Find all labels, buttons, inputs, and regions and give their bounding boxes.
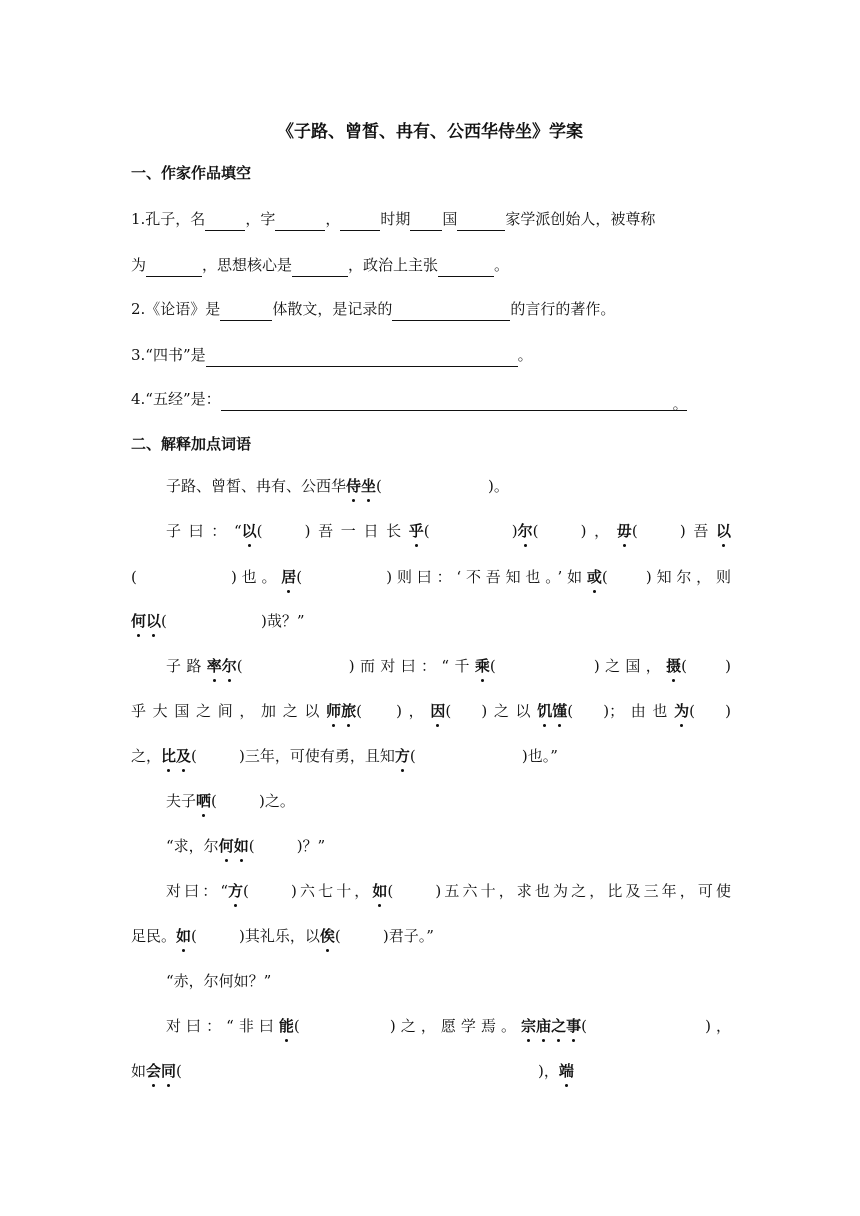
passage-line-12: “赤，尔何如？” (166, 972, 272, 990)
passage-line-14: 如会同( )，端 (131, 1059, 731, 1083)
passage-line-9: “求，尔何如( )？” (166, 834, 766, 858)
dotted-word: 旅 (341, 699, 356, 723)
blank-honorific[interactable] (146, 258, 202, 277)
dotted-word: 俟 (320, 924, 335, 948)
answer-paren[interactable]: ( (191, 927, 197, 945)
answer-paren[interactable]: ( (176, 1062, 182, 1080)
answer-paren[interactable]: ( (409, 747, 416, 765)
dotted-word: 方 (228, 879, 243, 903)
answer-paren[interactable]: ( (532, 522, 539, 540)
blank-core-thought[interactable] (292, 258, 348, 277)
answer-paren[interactable]: ( (689, 702, 695, 720)
answer-paren[interactable]: ( (489, 657, 496, 675)
dotted-word: 哂 (196, 789, 211, 813)
question-1-line-2: 为 ，思想核心是 ，政治上主张 。 (131, 253, 731, 277)
blank-four-books[interactable] (206, 348, 518, 367)
dotted-word: 饥 (537, 699, 552, 723)
dotted-word: 居 (281, 565, 296, 589)
answer-paren[interactable]: ( (681, 657, 687, 675)
dotted-word: 如 (176, 924, 191, 948)
dotted-word: 乘 (475, 654, 490, 678)
blank-school[interactable] (457, 212, 505, 231)
passage-line-4: 何以( )哉？” (131, 609, 731, 633)
answer-paren[interactable]: ( (236, 657, 243, 675)
dotted-word: 摄 (666, 654, 681, 678)
question-4: 4.“五经”是： 。 (131, 390, 688, 413)
blank-courtesy-name[interactable] (275, 212, 325, 231)
dotted-word: 如 (234, 834, 249, 858)
answer-paren[interactable]: ( (191, 747, 197, 765)
passage-line-3: ( )也。居( )则曰：‘不吾知也。’如或( )知尔，则 (131, 565, 731, 589)
answer-paren[interactable]: ( (581, 1017, 587, 1035)
dotted-word: 庙 (536, 1014, 551, 1038)
blank-five-classics[interactable] (221, 392, 673, 411)
passage-line-8: 夫子哂( )之。 (166, 789, 766, 813)
blank-recorded-persons[interactable] (392, 302, 510, 321)
page-title: 《子路、曾皙、冉有、公西华侍坐》学案 (277, 122, 583, 142)
question-3: 3.“四书”是 。 (131, 343, 731, 367)
dotted-word: 尔 (222, 654, 237, 678)
dotted-word: 或 (587, 565, 602, 589)
answer-paren[interactable]: ( (131, 568, 137, 586)
dotted-word: 及 (176, 744, 191, 768)
dotted-word: 以 (242, 519, 257, 543)
blank-confucius-name[interactable] (205, 212, 245, 231)
dotted-word: 尔 (518, 519, 533, 543)
answer-paren[interactable]: ( (256, 522, 263, 540)
dotted-word: 师 (326, 699, 341, 723)
answer-paren[interactable]: ( (356, 702, 362, 720)
dotted-word: 宗 (521, 1014, 536, 1038)
answer-paren[interactable]: ( (387, 882, 394, 900)
passage-line-6: 乎大国之间，加之以师旅( )，因( )之以饥馑( )；由也为( ) (131, 699, 731, 723)
blank-five-classics-end: 。 (673, 392, 687, 411)
dotted-word: 率 (207, 654, 222, 678)
dotted-word: 侍 (346, 474, 361, 498)
dotted-word: 以 (146, 609, 161, 633)
dotted-word: 比 (161, 744, 176, 768)
dotted-word: 端 (559, 1059, 574, 1083)
blank-state[interactable] (410, 212, 442, 231)
dotted-word: 之 (551, 1014, 566, 1038)
question-1-line-1: 1.孔子，名 ，字 ， 时期 国 家学派创始人，被尊称 (131, 207, 731, 231)
answer-paren[interactable]: ( (445, 702, 452, 720)
blank-genre[interactable] (220, 302, 272, 321)
passage-line-2: 子曰：“以( )吾一日长乎( )尔( )，毋( )吾以 (166, 519, 731, 543)
dotted-word: 方 (395, 744, 410, 768)
answer-paren[interactable]: ( (334, 927, 341, 945)
dotted-word: 以 (716, 519, 731, 543)
blank-period[interactable] (340, 212, 380, 231)
dotted-word: 同 (161, 1059, 176, 1083)
passage-line-11: 足民。如( )其礼乐，以俟( )君子。” (131, 924, 731, 948)
dotted-word: 毋 (617, 519, 632, 543)
answer-paren[interactable]: ( (296, 568, 303, 586)
passage-line-1: 子路、曾皙、冉有、公西华侍坐( )。 (166, 474, 766, 498)
passage-line-7: 之，比及( )三年，可使有勇，且知方( )也。” (131, 744, 731, 768)
dotted-word: 何 (131, 609, 146, 633)
dotted-word: 馑 (552, 699, 567, 723)
section-heading-vocabulary: 二、解释加点词语 (131, 435, 252, 453)
passage-line-5: 子路率尔( )而对曰：“千乘( )之国，摄( ) (166, 654, 731, 678)
dotted-word: 何 (219, 834, 234, 858)
dotted-word: 坐 (361, 474, 376, 498)
answer-paren[interactable]: ( (601, 568, 608, 586)
blank-political-view[interactable] (438, 258, 494, 277)
passage-line-13: 对曰：“非曰能( )之，愿学焉。宗庙之事( )， (166, 1014, 731, 1038)
answer-paren[interactable]: ( (631, 522, 638, 540)
answer-paren[interactable]: ( (243, 882, 249, 900)
answer-paren[interactable]: ( (161, 612, 167, 630)
section-heading-authors: 一、作家作品填空 (131, 164, 252, 182)
answer-paren[interactable]: ( (248, 837, 255, 855)
dotted-word: 事 (566, 1014, 581, 1038)
answer-paren[interactable]: ( (376, 477, 382, 495)
answer-paren[interactable]: ( (567, 702, 574, 720)
answer-paren[interactable]: ( (423, 522, 430, 540)
answer-paren[interactable]: ( (293, 1017, 300, 1035)
passage-line-10: 对曰：“方( )六七十，如( )五六十，求也为之，比及三年，可使 (166, 879, 731, 903)
dotted-word: 能 (279, 1014, 294, 1038)
dotted-word: 为 (674, 699, 689, 723)
dotted-word: 如 (372, 879, 387, 903)
dotted-word: 会 (146, 1059, 161, 1083)
question-2: 2.《论语》是 体散文，是记录的 的言行的著作。 (131, 297, 731, 321)
dotted-word: 因 (430, 699, 445, 723)
answer-paren[interactable]: ( (211, 792, 217, 810)
dotted-word: 乎 (409, 519, 424, 543)
